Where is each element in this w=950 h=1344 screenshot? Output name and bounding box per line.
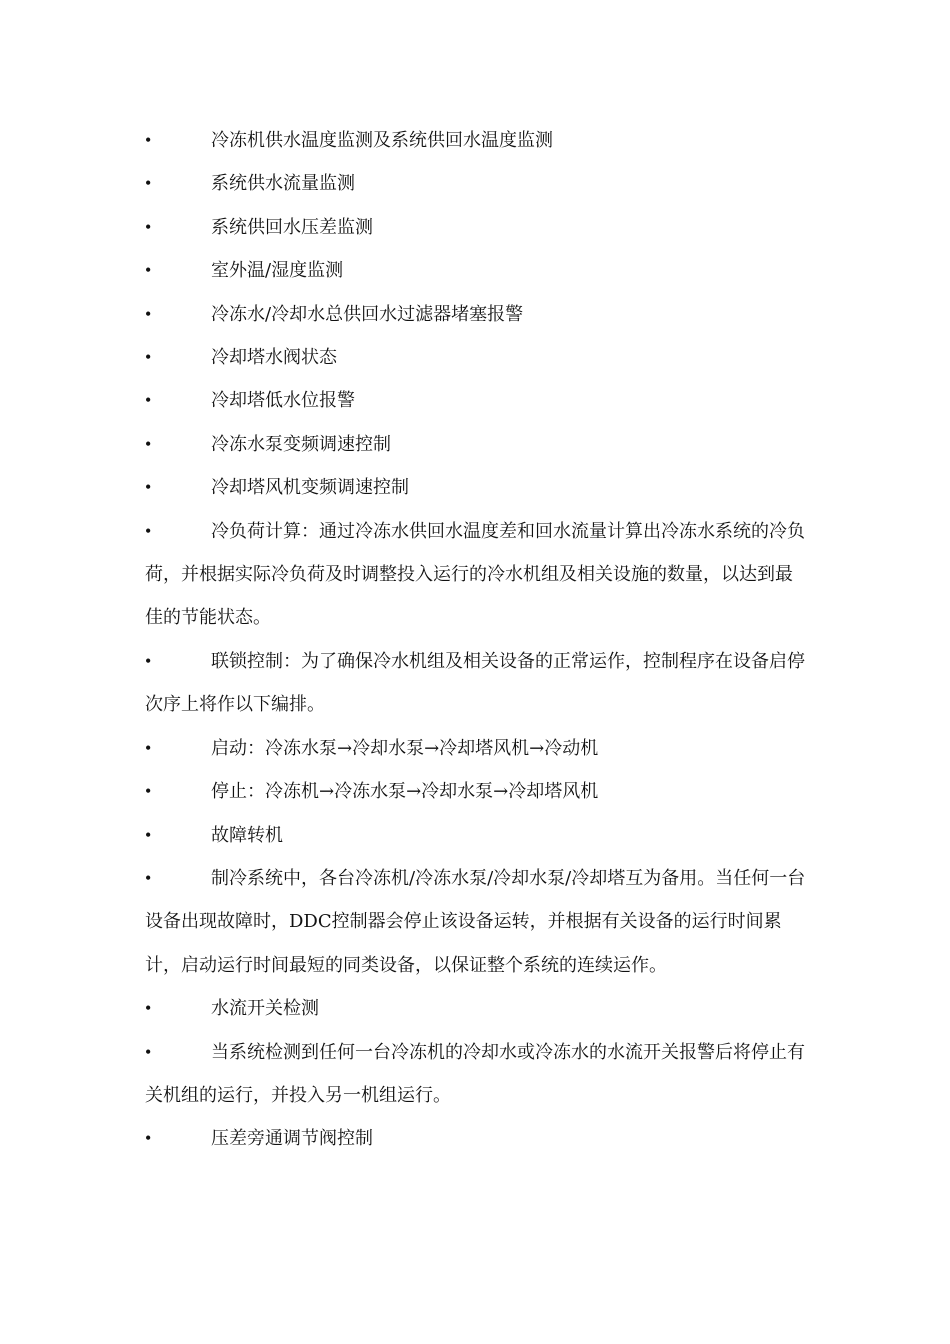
list-item bbox=[145, 510, 809, 640]
list-item-text: 冷冻水/冷却水总供回水过滤器堵塞报警 bbox=[211, 303, 524, 325]
list-item-text: 故障转机 bbox=[211, 824, 283, 846]
list-item-text: 冷却塔低水位报警 bbox=[211, 390, 355, 412]
bullet: • bbox=[145, 303, 152, 324]
list-item-text: 冷冻水泵变频调速控制 bbox=[211, 433, 391, 455]
list-item-text: 压差旁通调节阀控制 bbox=[211, 1128, 373, 1150]
bullet: • bbox=[145, 477, 152, 498]
list-item bbox=[145, 336, 809, 379]
list-item-text: 停止：冷冻机→冷冻水泵→冷却水泵→冷却塔风机 bbox=[211, 781, 599, 803]
bullet: • bbox=[145, 737, 152, 758]
list-item-text: 冷冻机供水温度监测及系统供回水温度监测 bbox=[211, 130, 553, 151]
list-item-text: 系统供水流量监测 bbox=[211, 173, 355, 195]
list-item-text: 冷负荷计算：通过冷冻水供回水温度差和回水流量计算出冷冻水系统的冷负荷，并根据实际冷负荷及时调整投入运行的冷水机组及相关设施的数量，以达到最佳的节能状态。 bbox=[145, 520, 805, 629]
list-item bbox=[145, 640, 809, 727]
bullet: • bbox=[145, 216, 152, 237]
list-item bbox=[145, 814, 809, 857]
list-item bbox=[145, 119, 809, 162]
list-item bbox=[145, 770, 809, 813]
bullet: • bbox=[145, 433, 152, 454]
list-item-text: 当系统检测到任何一台冷冻机的冷却水或冷冻水的水流开关报警后将停止有关机组的运行，并投入另一机组运行。 bbox=[145, 1041, 805, 1106]
list-item-text: 室外温/湿度监测 bbox=[211, 260, 344, 282]
bullet: • bbox=[145, 390, 152, 411]
list-item bbox=[145, 466, 809, 509]
list-item bbox=[145, 293, 809, 336]
list-item bbox=[145, 987, 809, 1030]
bullet: • bbox=[145, 867, 152, 888]
list-item-text: 冷却塔风机变频调速控制 bbox=[211, 477, 409, 499]
bullet: • bbox=[145, 130, 152, 150]
list-item bbox=[145, 727, 809, 770]
list-item bbox=[145, 249, 809, 292]
document-body bbox=[145, 119, 809, 1161]
list-item bbox=[145, 1031, 809, 1118]
list-item-text: 制冷系统中，各台冷冻机/冷冻水泵/冷却水泵/冷却塔互为备用。当任何一台设备出现故障时，DDC控制器会停止该设备运转，并根据有关设备的运行时间累计，启动运行时间最短的同类设备，以保证整个系统的连续运作。 bbox=[145, 867, 806, 976]
bullet: • bbox=[145, 173, 152, 194]
bullet: • bbox=[145, 998, 152, 1019]
list-item bbox=[145, 379, 809, 422]
list-item-text: 水流开关检测 bbox=[211, 998, 319, 1020]
list-item bbox=[145, 162, 809, 205]
list-item bbox=[145, 206, 809, 249]
bullet: • bbox=[145, 520, 152, 541]
list-item bbox=[145, 1117, 809, 1160]
bullet: • bbox=[145, 347, 152, 368]
bullet: • bbox=[145, 260, 152, 281]
bullet: • bbox=[145, 650, 152, 671]
list-item bbox=[145, 423, 809, 466]
list-item-text: 冷却塔水阀状态 bbox=[211, 347, 337, 369]
list-item-text: 系统供回水压差监测 bbox=[211, 216, 373, 238]
bullet: • bbox=[145, 1128, 152, 1149]
bullet: • bbox=[145, 824, 152, 845]
bullet: • bbox=[145, 1041, 152, 1062]
list-item-text: 启动：冷冻水泵→冷却水泵→冷却塔风机→冷动机 bbox=[211, 737, 599, 759]
bullet: • bbox=[145, 781, 152, 802]
list-item-text: 联锁控制：为了确保冷水机组及相关设备的正常运作，控制程序在设备启停次序上将作以下编排。 bbox=[145, 650, 805, 716]
list-item bbox=[145, 857, 809, 987]
